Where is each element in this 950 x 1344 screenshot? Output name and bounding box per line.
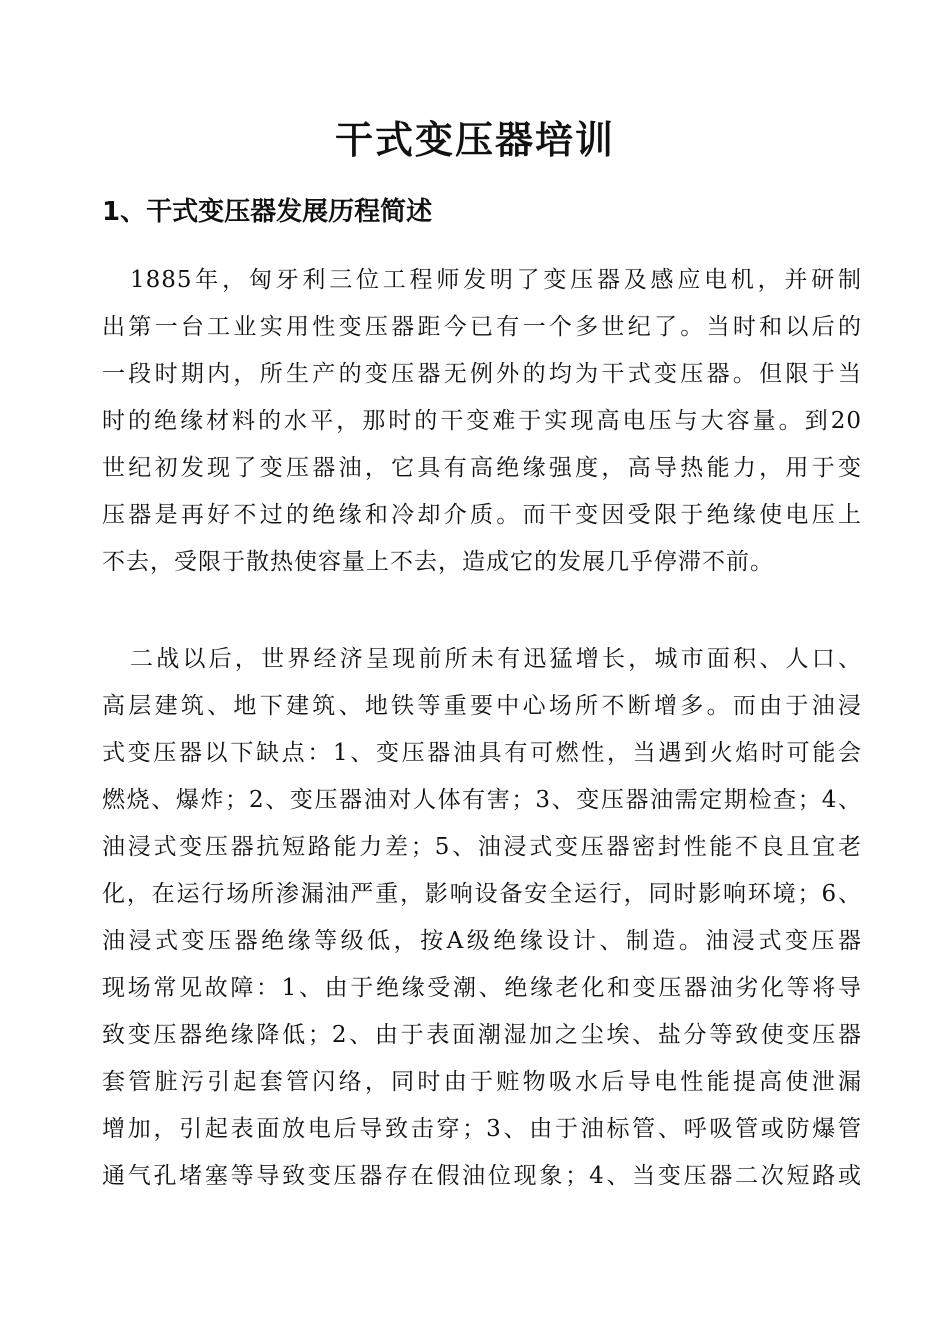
- paragraph-line: 压器是再好不过的绝缘和冷却介质。而干变因受限于绝缘使电压上: [102, 502, 862, 528]
- paragraph-line: 油浸式变压器抗短路能力差；5、油浸式变压器密封性能不良且宜老: [102, 834, 862, 860]
- paragraph-line: 油浸式变压器绝缘等级低，按A级绝缘设计、制造。油浸式变压器: [102, 928, 862, 954]
- paragraph-line: 化，在运行场所渗漏油严重，影响设备安全运行，同时影响环境；6、: [102, 881, 862, 907]
- paragraph-line: 一段时期内，所生产的变压器无例外的均为干式变压器。但限于当: [102, 361, 862, 387]
- paragraph-line: 1885年，匈牙利三位工程师发明了变压器及感应电机，并研制: [130, 267, 862, 293]
- paragraph-line: 燃烧、爆炸；2、变压器油对人体有害；3、变压器油需定期检查；4、: [102, 787, 862, 813]
- paragraph-line: 不去，受限于散热使容量上不去，造成它的发展几乎停滞不前。: [102, 549, 774, 575]
- paragraph-line: 现场常见故障：1、由于绝缘受潮、绝缘老化和变压器油劣化等将导: [102, 975, 862, 1001]
- paragraph-line: 世纪初发现了变压器油，它具有高绝缘强度，高导热能力，用于变: [102, 455, 862, 481]
- paragraph-line: 通气孔堵塞等导致变压器存在假油位现象；4、当变压器二次短路或: [102, 1163, 862, 1189]
- paragraph-line: 增加，引起表面放电后导致击穿；3、由于油标管、呼吸管或防爆管: [102, 1116, 862, 1142]
- paragraph-line: 致变压器绝缘降低；2、由于表面潮湿加之尘埃、盐分等致使变压器: [102, 1022, 862, 1048]
- paragraph-line: 时的绝缘材料的水平，那时的干变难于实现高电压与大容量。到20: [102, 408, 862, 434]
- paragraph-line: 套管脏污引起套管闪络，同时由于赃物吸水后导电性能提高使泄漏: [102, 1069, 862, 1095]
- paragraph-history-origin: [102, 257, 862, 586]
- document-title: 干式变压器培训: [334, 118, 615, 162]
- paragraph-line: 高层建筑、地下建筑、地铁等重要中心场所不断增多。而由于油浸: [102, 693, 862, 719]
- section-heading: 1、干式变压器发展历程简述: [102, 197, 433, 227]
- paragraph-line: 二战以后，世界经济呈现前所未有迅猛增长，城市面积、人口、: [130, 646, 862, 672]
- paragraph-postwar-development: [102, 636, 862, 1200]
- paragraph-line: 出第一台工业实用性变压器距今已有一个多世纪了。当时和以后的: [102, 314, 862, 340]
- paragraph-line: 式变压器以下缺点：1、变压器油具有可燃性，当遇到火焰时可能会: [102, 740, 862, 766]
